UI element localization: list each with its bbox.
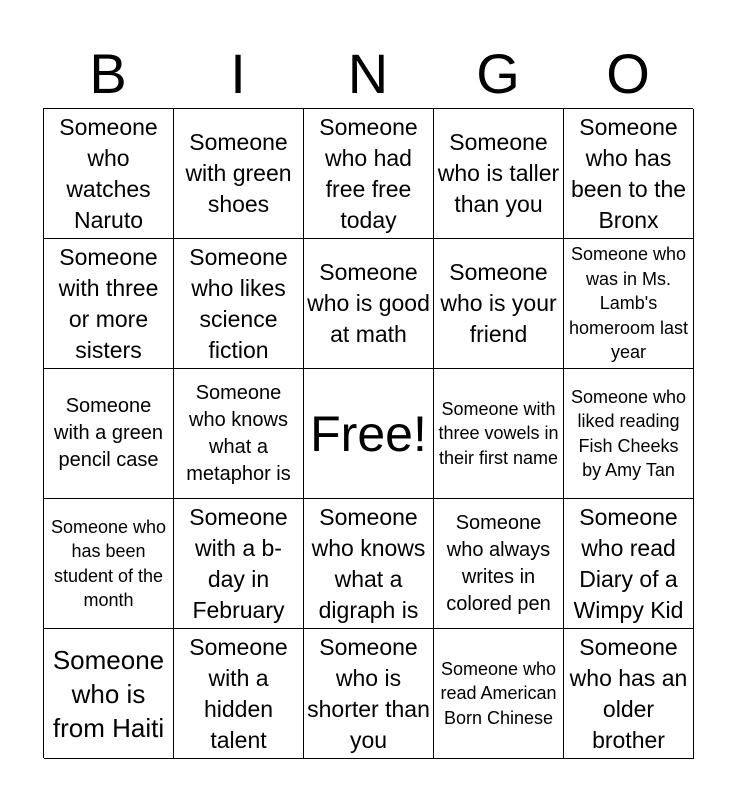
cell-text: Someone who has been to the Bronx [570,113,687,233]
bingo-board [43,108,693,758]
header-letter-i: I [230,42,246,105]
cell-text: Someone who has been student of the month [50,516,167,610]
bingo-cell[interactable] [434,499,564,629]
cell-text: Someone who read American Born Chinese [440,658,557,728]
header-letter-o: O [606,42,650,105]
cell-text: Someone with three or more sisters [58,243,159,363]
bingo-cell[interactable] [44,499,174,629]
cell-text: Someone who is taller than you [437,129,560,217]
bingo-cell[interactable] [564,369,694,499]
cell-text: Someone with green shoes [185,129,292,217]
bingo-header [43,40,693,108]
bingo-cell[interactable] [304,629,434,759]
cell-text: Someone who knows what a digraph is [311,503,426,623]
free-space[interactable] [304,369,434,499]
bingo-cell[interactable] [174,499,304,629]
cell-text: Someone who is good at math [307,259,430,347]
cell-text: Someone who is shorter than you [307,633,430,753]
cell-text: Someone with a b-day in February [189,503,288,623]
cell-text: Someone who is your friend [440,259,557,347]
cell-text: Someone who always writes in colored pen [446,511,551,615]
header-letter-g: G [476,42,520,105]
bingo-cell[interactable] [434,629,564,759]
bingo-cell[interactable] [434,369,564,499]
cell-text: Someone with a hidden talent [189,633,288,753]
bingo-cell[interactable] [174,369,304,499]
free-space-label: Free! [310,405,427,462]
bingo-cell[interactable] [564,499,694,629]
cell-text: Someone who has an older brother [569,633,688,753]
bingo-cell[interactable] [564,239,694,369]
header-letter-b: B [89,42,127,105]
bingo-cell[interactable] [434,109,564,239]
header-letter-n: N [347,42,389,105]
bingo-cell[interactable] [44,369,174,499]
cell-text: Someone who likes science fiction [189,243,288,363]
bingo-cell[interactable] [174,109,304,239]
cell-text: Someone who is from Haiti [52,644,165,743]
bingo-cell[interactable] [434,239,564,369]
bingo-cell[interactable] [304,239,434,369]
bingo-cell[interactable] [564,629,694,759]
cell-text: Someone who read Diary of a Wimpy Kid [573,503,684,623]
bingo-cell[interactable] [44,109,174,239]
bingo-cell[interactable] [44,239,174,369]
bingo-cell[interactable] [304,499,434,629]
cell-text: Someone who knows what a metaphor is [186,381,291,485]
bingo-cell[interactable] [44,629,174,759]
cell-text: Someone who liked reading Fish Cheeks by Amy Tan [570,386,687,480]
cell-text: Someone who was in Ms. Lamb's homeroom last year [568,244,689,363]
bingo-cell[interactable] [174,629,304,759]
bingo-cell[interactable] [174,239,304,369]
bingo-cell[interactable] [304,109,434,239]
cell-text: Someone with three vowels in their first name [438,398,559,468]
cell-text: Someone who watches Naruto [59,113,158,233]
bingo-cell[interactable] [564,109,694,239]
cell-text: Someone with a green pencil case [54,395,163,471]
cell-text: Someone who had free free today [319,113,418,233]
